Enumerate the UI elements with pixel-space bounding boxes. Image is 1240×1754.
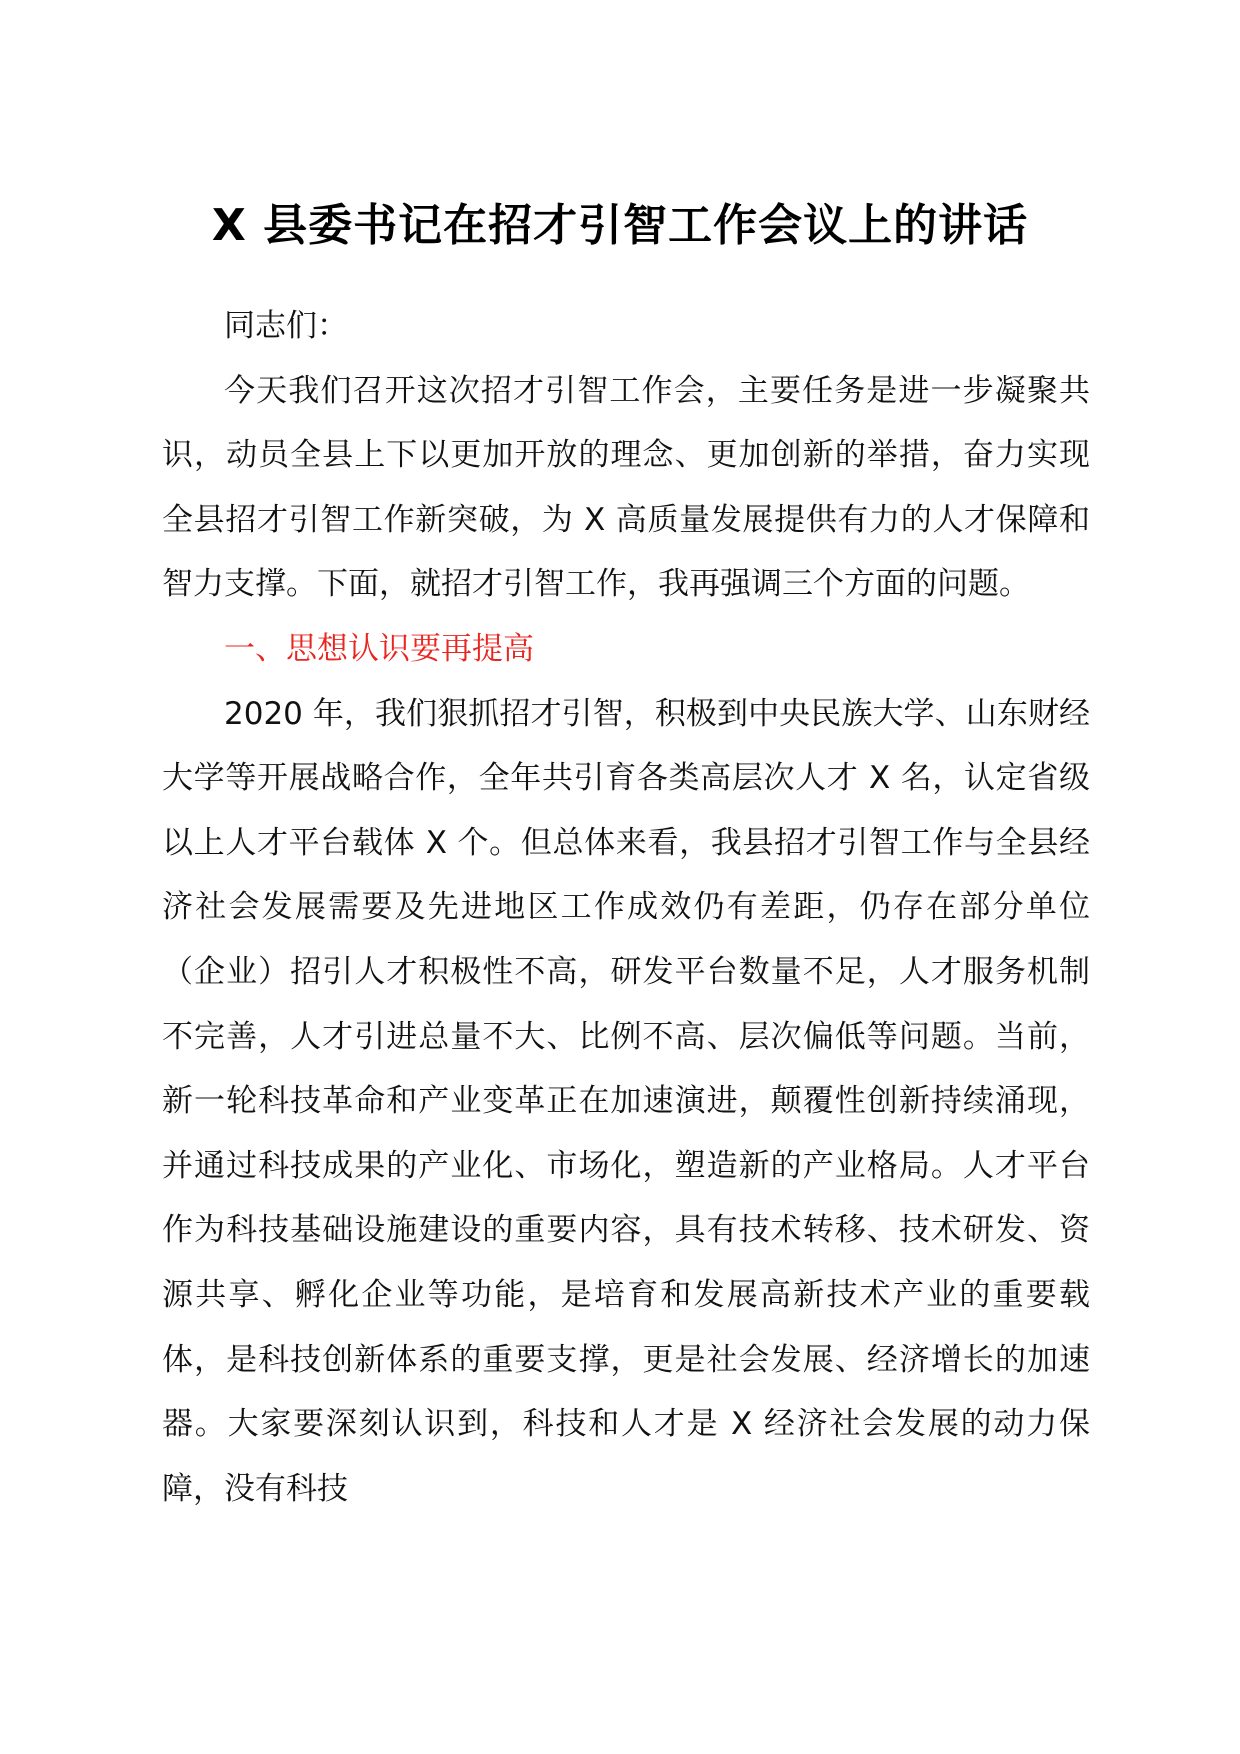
intro-paragraph: 今天我们召开这次招才引智工作会，主要任务是进一步凝聚共识，动员全县上下以更加开放的理念、更加创新的举措，奋力实现全县招才引智工作新突破，为 X 高质量发展提供有力的人才保障和智力支撑。下面，就招才引智工作，我再强调三个方面的问题。 (162, 372, 1090, 603)
section-paragraph: 2020 年，我们狠抓招才引智，积极到中央民族大学、山东财经大学等开展战略合作，全年共引育各类高层次人才 X 名，认定省级以上人才平台载体 X 个。但总体来看，我县招才引智工作与全县经济社会发展需要及先进地区工作成效仍有差距，仍存在部分单位（企业）招引人才积极性不高，研发平台数量不足，人才服务机制不完善，人才引进总量不大、比例不高、层次偏低等问题。当前，新一轮科技革命和产业变革正在加速演进，颠覆性创新持续涌现，并通过科技成果的产业化、市场化，塑造新的产业格局。人才平台作为科技基础设施建设的重要内容，具有技术转移、技术研发、资源共享、孵化企业等功能，是培育和发展高新技术产业的重要载体，是科技创新体系的重要支撑，更是社会发展、经济增长的加速器。大家要深刻认识到，科技和人才是 X 经济社会发展的动力保障，没有科技 (162, 695, 1090, 1507)
document-body (162, 294, 1090, 1521)
document-title: X 县委书记在招才引智工作会议上的讲话 (211, 200, 1029, 251)
greeting-line: 同志们： (224, 308, 348, 344)
section-heading: 一、思想认识要再提高 (224, 630, 534, 667)
